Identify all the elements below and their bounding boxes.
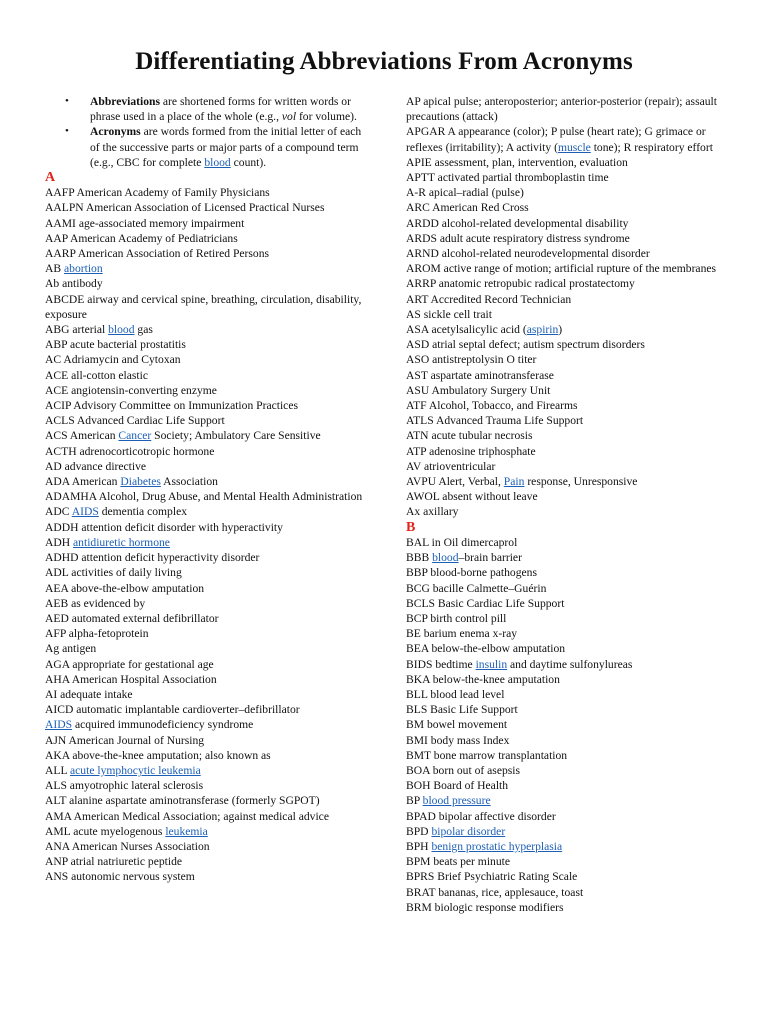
abbreviation-entry (45, 611, 367, 626)
entry-text: ASA acetylsalicylic acid ( (406, 323, 527, 337)
entry-link[interactable]: insulin (475, 657, 508, 671)
entry-text: BPM beats per minute (406, 855, 511, 869)
entry-text: tone); R respiratory effort (590, 140, 713, 154)
abbreviation-entry (45, 809, 367, 824)
bullet-text: count). (230, 155, 267, 169)
abbreviation-entry (45, 337, 367, 352)
entry-text: BIDS bedtime (406, 657, 476, 671)
abbreviation-entry (45, 869, 367, 884)
entry-text: BCLS Basic Cardiac Life Support (406, 596, 565, 610)
abbreviation-entry (45, 672, 367, 687)
entry-link[interactable]: blood pressure (422, 794, 491, 808)
abbreviation-entry (406, 839, 726, 854)
entry-text: ASU Ambulatory Surgery Unit (406, 383, 551, 397)
entry-text: APGAR A appearance (color); P pulse (heart rate); G grimace or reflexes (irritability); A activity ( (406, 125, 706, 154)
entry-text: BOA born out of asepsis (406, 763, 521, 777)
abbreviation-entry (406, 702, 726, 717)
entry-text: and daytime sulfonylureas (507, 657, 633, 671)
entry-text: ACE angiotensin-converting enzyme (45, 383, 217, 397)
abbreviation-entry (45, 793, 367, 808)
entry-link[interactable]: bipolar disorder (431, 824, 506, 838)
entry-text: AML acute myelogenous (45, 824, 166, 838)
abbreviation-entry (406, 565, 726, 580)
entry-text: gas (134, 323, 153, 337)
abbreviation-entry (406, 778, 726, 793)
abbreviation-entry (45, 413, 367, 428)
abbreviation-entry (45, 535, 367, 550)
abbreviation-entry (406, 170, 726, 185)
entry-text: BMI body mass Index (406, 733, 510, 747)
abbreviation-entry (406, 550, 726, 565)
entry-text: Ab antibody (45, 277, 103, 291)
entry-text: BBB (406, 551, 433, 565)
abbreviation-entry (45, 778, 367, 793)
entry-text: BCP birth control pill (406, 611, 507, 625)
abbreviation-entry (45, 185, 367, 200)
entry-text: ABCDE airway and cervical spine, breathing, circulation, disability, exposure (45, 292, 362, 321)
section-letter-a: A (45, 170, 56, 186)
abbreviation-entry (45, 504, 367, 519)
entry-text: ARND alcohol-related neurodevelopmental disorder (406, 247, 650, 261)
abbreviation-entry (45, 733, 367, 748)
entry-text: BPH (406, 839, 432, 853)
entry-text: AEB as evidenced by (45, 596, 146, 610)
entry-text: ADAMHA Alcohol, Drug Abuse, and Mental Health Administration (45, 490, 363, 504)
abbreviation-entry (406, 672, 726, 687)
abbreviation-entry (406, 155, 726, 170)
abbreviation-entry (45, 368, 367, 383)
entry-text: ARC American Red Cross (406, 201, 529, 215)
entry-text: ATF Alcohol, Tobacco, and Firearms (406, 399, 578, 413)
entry-text: A-R apical–radial (pulse) (406, 186, 524, 200)
entry-text: AI adequate intake (45, 687, 133, 701)
abbreviation-entry (45, 687, 367, 702)
abbreviation-entry (45, 565, 367, 580)
entry-text: AVPU Alert, Verbal, (406, 475, 504, 489)
abbreviation-entry (406, 535, 726, 550)
abbreviation-entry (45, 626, 367, 641)
abbreviation-entry (406, 717, 726, 732)
abbreviation-entry (45, 489, 367, 504)
abbreviation-entry (406, 368, 726, 383)
abbreviation-entry (45, 292, 367, 322)
bullet-dot-icon: • (65, 125, 69, 138)
entry-text: ASO antistreptolysin O titer (406, 353, 537, 367)
abbreviation-entry (45, 322, 367, 337)
entry-link[interactable]: Cancer (118, 429, 152, 443)
abbreviation-entry (406, 641, 726, 656)
abbreviation-entry (406, 793, 726, 808)
entry-text: AFP alpha-fetoprotein (45, 627, 149, 641)
entry-text: AS sickle cell trait (406, 307, 492, 321)
abbreviation-entry (406, 900, 726, 915)
abbreviation-entry (45, 748, 367, 763)
abbreviation-entry (406, 504, 726, 519)
entry-text: AC Adriamycin and Cytoxan (45, 353, 181, 367)
entry-text: AARP American Association of Retired Persons (45, 247, 270, 261)
entry-text: Association (160, 475, 218, 489)
abbreviation-entry (45, 596, 367, 611)
entry-text: ACLS Advanced Cardiac Life Support (45, 414, 225, 428)
abbreviation-entry (406, 596, 726, 611)
entry-text: BLL blood lead level (406, 687, 505, 701)
entry-text: AAP American Academy of Pediatricians (45, 231, 238, 245)
abbreviation-entry (406, 261, 726, 276)
entry-link[interactable]: leukemia (165, 824, 208, 838)
abbreviation-entry (406, 809, 726, 824)
entry-text: AAFP American Academy of Family Physicians (45, 186, 270, 200)
abbreviation-entry (406, 276, 726, 291)
entry-text: ATLS Advanced Trauma Life Support (406, 414, 584, 428)
entry-text: response, Unresponsive (524, 475, 638, 489)
abbreviation-entry (406, 489, 726, 504)
entry-text: BE barium enema x-ray (406, 627, 518, 641)
entry-list (406, 535, 726, 915)
abbreviation-entry (406, 398, 726, 413)
entry-text: Ax axillary (406, 505, 459, 519)
entry-text: ACE all-cotton elastic (45, 368, 149, 382)
abbreviation-entry (406, 459, 726, 474)
entry-text: BMT bone marrow transplantation (406, 748, 568, 762)
abbreviation-entry (406, 307, 726, 322)
abbreviation-entry (45, 839, 367, 854)
abbreviation-entry (45, 474, 367, 489)
abbreviation-entry (45, 763, 367, 778)
entry-link[interactable]: acute lymphocytic leukemia (70, 763, 201, 777)
entry-link[interactable]: antidiuretic hormone (73, 535, 170, 549)
entry-text: ARDS adult acute respiratory distress syndrome (406, 231, 630, 245)
abbreviation-entry (406, 216, 726, 231)
abbreviation-entry (45, 641, 367, 656)
abbreviation-entry (406, 444, 726, 459)
entry-text: BPRS Brief Psychiatric Rating Scale (406, 870, 578, 884)
entry-link[interactable]: blood (432, 551, 459, 565)
definition-bullets (45, 94, 367, 170)
entry-text: BLS Basic Life Support (406, 703, 518, 717)
entry-text: BPD (406, 824, 432, 838)
entry-text: ADDH attention deficit disorder with hyperactivity (45, 520, 283, 534)
entry-text: Ag antigen (45, 642, 97, 656)
entry-text: BAL in Oil dimercaprol (406, 535, 518, 549)
entry-text: ALS amyotrophic lateral sclerosis (45, 779, 204, 793)
entry-list (45, 185, 367, 884)
entry-text: AAMI age-associated memory impairment (45, 216, 245, 230)
entry-link[interactable]: AIDS (45, 718, 73, 732)
entry-link[interactable]: abortion (64, 262, 103, 276)
entry-text: BOH Board of Health (406, 779, 509, 793)
entry-link[interactable]: benign prostatic hyperplasia (431, 839, 563, 853)
abbreviation-entry (406, 854, 726, 869)
entry-link[interactable]: AIDS (71, 505, 99, 519)
abbreviation-entry (45, 717, 367, 732)
abbreviation-entry (406, 581, 726, 596)
entry-text: BM bowel movement (406, 718, 508, 732)
entry-link[interactable]: Diabetes (120, 475, 161, 489)
entry-text: AST aspartate aminotransferase (406, 368, 554, 382)
entry-text: BRM biologic response modifiers (406, 900, 564, 914)
abbreviation-entry (406, 322, 726, 337)
abbreviation-entry (45, 398, 367, 413)
bullet-term: Acronyms (90, 125, 141, 139)
entry-text: ACIP Advisory Committee on Immunization Practices (45, 399, 298, 413)
entry-text: AWOL absent without leave (406, 490, 538, 504)
abbreviation-entry (45, 276, 367, 291)
abbreviation-entry (45, 854, 367, 869)
entry-text: ACS American (45, 429, 119, 443)
entry-text: ADH (45, 535, 74, 549)
abbreviation-entry (45, 459, 367, 474)
abbreviation-entry (45, 520, 367, 535)
entry-text: AEA above-the-elbow amputation (45, 581, 205, 595)
entry-text: BEA below-the-elbow amputation (406, 642, 566, 656)
abbreviation-entry (406, 231, 726, 246)
abbreviation-entry (406, 292, 726, 307)
entry-text: ALL (45, 763, 71, 777)
entry-text: AROM active range of motion; artificial rupture of the membranes (406, 262, 717, 276)
abbreviation-entry (406, 626, 726, 641)
entry-text: AB (45, 262, 65, 276)
abbreviation-entry (45, 246, 367, 261)
abbreviation-entry (406, 763, 726, 778)
abbreviation-entry (406, 611, 726, 626)
entry-text: acquired immunodeficiency syndrome (72, 718, 254, 732)
abbreviation-entry (406, 185, 726, 200)
entry-text: BCG bacille Calmette–Guérin (406, 581, 547, 595)
entry-text: AP apical pulse; anteroposterior; anterior-posterior (repair); assault precautions (attack) (406, 95, 717, 124)
bullet-dot-icon: • (65, 95, 69, 107)
entry-text: AALPN American Association of Licensed Practical Nurses (45, 201, 325, 215)
abbreviation-entry (45, 352, 367, 367)
abbreviation-entry (406, 428, 726, 443)
entry-text: Society; Ambulatory Care Sensitive (151, 429, 321, 443)
abbreviation-entry (45, 261, 367, 276)
entry-text: ABP acute bacterial prostatitis (45, 338, 186, 352)
entry-text: BRAT bananas, rice, applesauce, toast (406, 885, 584, 899)
entry-link[interactable]: Pain (503, 475, 525, 489)
abbreviation-entry (406, 687, 726, 702)
entry-text: AICD automatic implantable cardioverter–defibrillator (45, 703, 300, 717)
entry-text: ACTH adrenocorticotropic hormone (45, 444, 215, 458)
entry-list (406, 94, 726, 520)
entry-text: AD advance directive (45, 459, 147, 473)
entry-text: APTT activated partial thromboplastin time (406, 171, 609, 185)
abbreviation-entry (406, 124, 726, 154)
left-column (45, 94, 367, 885)
entry-link[interactable]: blood (108, 323, 135, 337)
entry-text: AKA above-the-knee amputation; also known as (45, 748, 271, 762)
abbreviation-entry (45, 702, 367, 717)
entry-text: ANP atrial natriuretic peptide (45, 855, 183, 869)
entry-text: ADHD attention deficit hyperactivity disorder (45, 551, 260, 565)
entry-text: –brain barrier (458, 551, 522, 565)
abbreviation-entry (406, 413, 726, 428)
abbreviation-entry (406, 869, 726, 884)
abbreviation-entry (45, 824, 367, 839)
entry-text: BKA below-the-knee amputation (406, 672, 560, 686)
abbreviation-entry (45, 444, 367, 459)
abbreviation-entry (406, 352, 726, 367)
entry-text: ) (558, 323, 563, 337)
entry-link[interactable]: aspirin (526, 323, 559, 337)
entry-text: BBP blood-borne pathogens (406, 566, 537, 580)
abbreviation-entry (45, 581, 367, 596)
entry-text: AJN American Journal of Nursing (45, 733, 205, 747)
abbreviation-entry (406, 474, 726, 489)
abbreviation-entry (406, 200, 726, 215)
abbreviation-entry (406, 748, 726, 763)
entry-text: ABG arterial (45, 323, 109, 337)
page-title: Differentiating Abbreviations From Acronyms (135, 48, 633, 75)
abbreviation-entry (406, 885, 726, 900)
abbreviation-entry (406, 824, 726, 839)
section-letter-b: B (406, 519, 416, 535)
abbreviation-entry (45, 216, 367, 231)
abbreviation-entry (45, 657, 367, 672)
bullet-acronyms (45, 124, 367, 170)
abbreviation-entry (45, 550, 367, 565)
entry-text: ADA American (45, 475, 121, 489)
entry-text: AMA American Medical Association; against medical advice (45, 809, 329, 823)
abbreviation-entry (45, 200, 367, 215)
entry-text: ALT alanine aspartate aminotransferase (formerly SGPOT) (45, 794, 320, 808)
right-column (406, 94, 726, 915)
entry-text: AED automated external defibrillator (45, 611, 219, 625)
entry-text: ATP adenosine triphosphate (406, 444, 536, 458)
entry-text: ADL activities of daily living (45, 566, 182, 580)
abbreviation-entry (406, 383, 726, 398)
entry-text: ADC (45, 505, 72, 519)
abbreviation-entry (406, 733, 726, 748)
abbreviation-entry (45, 428, 367, 443)
entry-text: ART Accredited Record Technician (406, 292, 572, 306)
entry-text: ANS autonomic nervous system (45, 870, 195, 884)
entry-text: BPAD bipolar affective disorder (406, 809, 556, 823)
abbreviation-entry (45, 383, 367, 398)
bullet-term: Abbreviations (90, 95, 161, 108)
entry-text: BP (406, 794, 423, 808)
abbreviation-entry (406, 246, 726, 261)
entry-text: APIE assessment, plan, intervention, evaluation (406, 155, 628, 169)
entry-text: AHA American Hospital Association (45, 672, 217, 686)
entry-text: dementia complex (98, 505, 188, 519)
entry-text: ANA American Nurses Association (45, 839, 210, 853)
entry-text: ARDD alcohol-related developmental disability (406, 216, 629, 230)
bullet-abbreviations (45, 94, 367, 124)
entry-text: ASD atrial septal defect; autism spectrum disorders (406, 338, 645, 352)
entry-text: ATN acute tubular necrosis (406, 429, 533, 443)
abbreviation-entry (406, 94, 726, 124)
entry-link[interactable]: muscle (557, 140, 591, 154)
bullet-link[interactable]: blood (204, 155, 231, 169)
abbreviation-entry (45, 231, 367, 246)
bullet-text: are words formed from the initial letter of each of the successive parts or major parts of a compound term (e.g., CBC for complete (90, 125, 362, 169)
entry-text: AV atrioventricular (406, 459, 496, 473)
entry-text: AGA appropriate for gestational age (45, 657, 214, 671)
entry-text: ARRP anatomic retropubic radical prostatectomy (406, 277, 635, 291)
bullet-text: for volume). (296, 110, 357, 124)
bullet-text: are shortened forms for written words or phrase used in a place of the whole (e.g., (90, 95, 351, 124)
abbreviation-entry (406, 657, 726, 672)
bullet-italic: vol (281, 110, 297, 124)
abbreviation-entry (406, 337, 726, 352)
